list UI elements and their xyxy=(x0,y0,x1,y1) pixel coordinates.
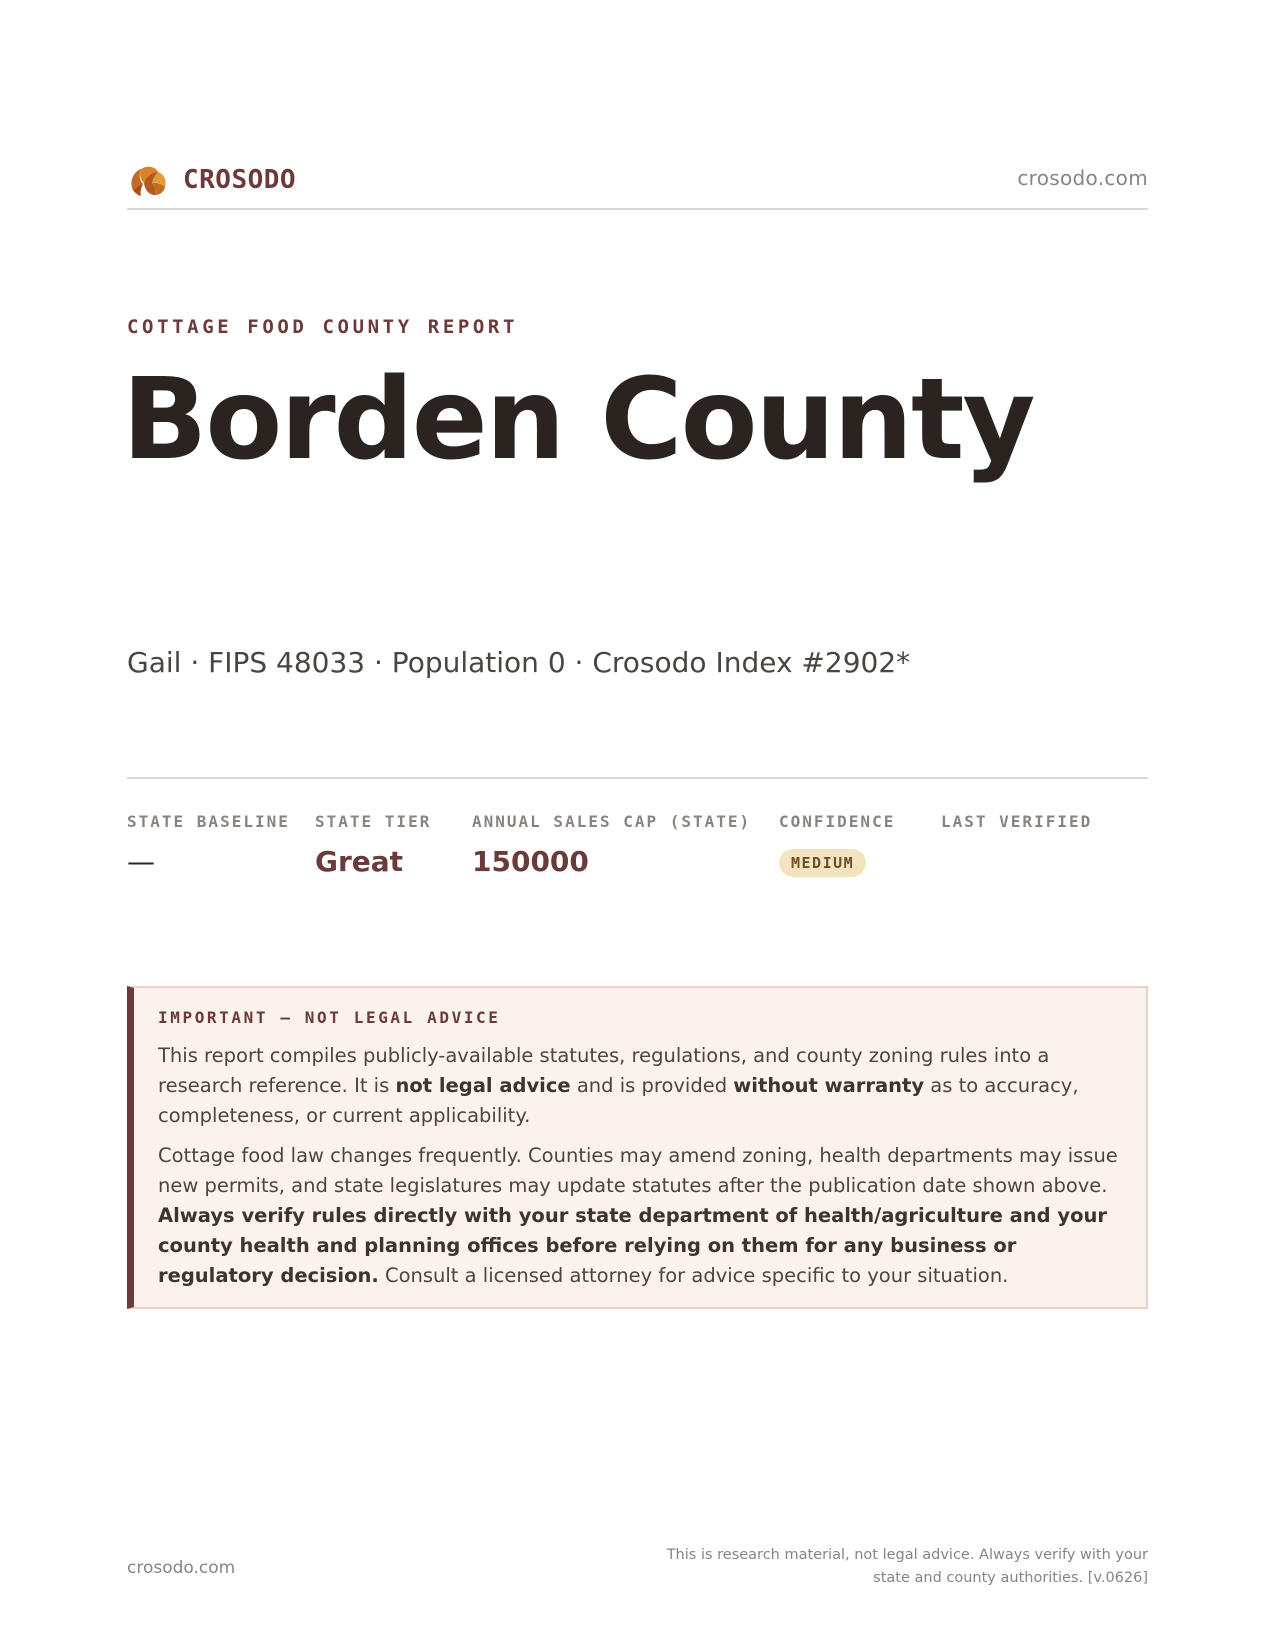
notice-paragraph xyxy=(158,1141,1120,1291)
notice-text: Cottage food law changes frequently. Counties may amend zoning, health departments may issue new permits, and state legislatures may update statutes after the publication date shown above. xyxy=(158,1144,1118,1197)
stat-annual-sales-cap xyxy=(472,812,751,878)
brand-name: CROSODO xyxy=(183,165,297,195)
stat-last-verified xyxy=(941,812,1092,845)
notice-text: This report compiles publicly-available statutes, regulations, and county zoning rules into a research reference. It is xyxy=(158,1044,1050,1097)
stat-value: Great xyxy=(315,845,404,878)
notice-emphasis: not legal advice xyxy=(395,1074,571,1097)
stat-value: — xyxy=(127,845,155,878)
brand[interactable] xyxy=(127,160,296,200)
page-header xyxy=(127,158,1148,210)
footer-disclaimer: This is research material, not legal advice. Always verify with your state and county authorities. [v.0626] xyxy=(666,1547,1148,1586)
stat-state-tier xyxy=(315,812,431,878)
stat-state-baseline xyxy=(127,812,290,878)
notice-text: Consult a licensed attorney for advice specific to your situation. xyxy=(378,1264,1009,1287)
stat-value: 150000 xyxy=(472,845,589,878)
stat-confidence xyxy=(779,812,895,877)
stat-label: LAST VERIFIED xyxy=(941,812,1093,831)
legal-notice xyxy=(127,986,1148,1309)
divider xyxy=(127,777,1148,779)
notice-title: IMPORTANT — NOT LEGAL ADVICE xyxy=(158,1008,501,1027)
notice-emphasis: Always verify rules directly with your state department of health/agriculture and your county health and planning offices before relying on them for any business or regulatory decision. xyxy=(158,1204,1108,1287)
county-subline: Gail · FIPS 48033 · Population 0 · Crosodo Index #2902* xyxy=(127,646,911,679)
notice-text: as to accuracy, completeness, or current applicability. xyxy=(158,1074,1079,1127)
stat-label: CONFIDENCE xyxy=(779,812,896,831)
stat-label: ANNUAL SALES CAP (STATE) xyxy=(472,812,752,831)
confidence-badge: MEDIUM xyxy=(779,849,866,877)
notice-emphasis: without warranty xyxy=(733,1074,925,1097)
notice-text: and is provided xyxy=(570,1074,734,1097)
notice-paragraph xyxy=(158,1041,1120,1131)
footer-site-link[interactable]: crosodo.com xyxy=(127,1558,236,1578)
page-title: Borden County xyxy=(122,355,1034,485)
report-kicker: COTTAGE FOOD COUNTY REPORT xyxy=(127,316,519,338)
stat-label: STATE BASELINE xyxy=(127,812,290,831)
croissant-icon xyxy=(127,160,171,200)
stat-label: STATE TIER xyxy=(315,812,432,831)
header-site-link[interactable]: crosodo.com xyxy=(1017,166,1148,190)
